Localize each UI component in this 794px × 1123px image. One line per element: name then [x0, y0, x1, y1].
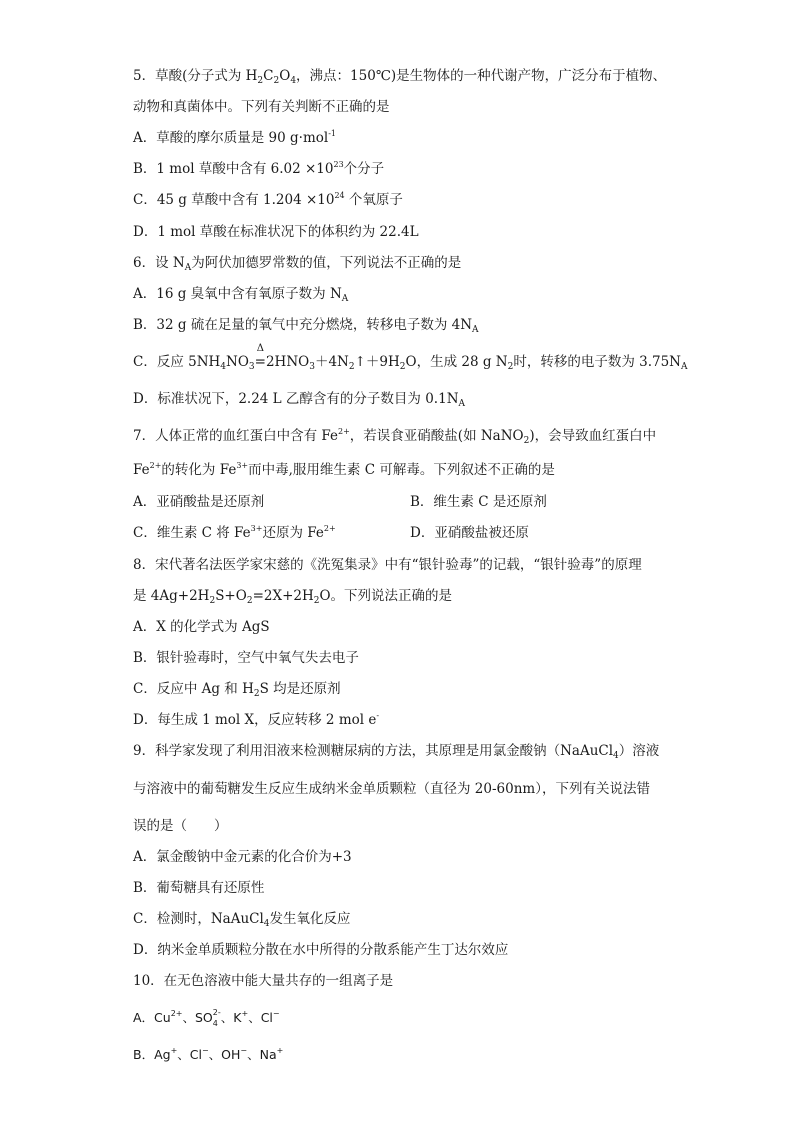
q10-option-a: A．$Cu^{2+}$、SO 2- 4 、K+、Cl−: [133, 1008, 280, 1028]
q10-stem: 10．在无色溶液中能大量共存的一组离子是: [133, 973, 394, 989]
q9-option-c: C．检测时，NaAuCl$_4$发生氧化反应: [133, 911, 351, 929]
q6-option-c: C．反应 $5NH_4NO_3$ Δ $=2HNO_3+4N_2↑+9H_2O$，生成 28 g $N_2$时，转移的电子数为 $3.75N_A$: [133, 343, 688, 372]
q7-stem-line2: $Fe^{2+}$的转化为 $Fe^{3+}$而中毒,服用维生素 C 可解毒。下列叙述不正确的是: [133, 461, 555, 478]
q9-option-a: A．氯金酸钠中金元素的化合价为+3: [133, 849, 352, 865]
q8-option-d: D．每生成 1 mol X，反应转移 2 mol e-: [133, 711, 380, 728]
q6-option-b: B．32 g 硫在足量的氧气中充分燃烧，转移电子数为 $4N_A$: [133, 317, 479, 335]
q9-stem-line2: 与溶液中的葡萄糖发生反应生成纳米金单质颗粒（直径为 20-60nm），下列有关说法错: [133, 781, 650, 797]
q8-option-b: B．银针验毒时，空气中氧气失去电子: [133, 650, 359, 666]
q7-option-a: A．亚硝酸盐是还原剂: [133, 494, 265, 510]
q8-stem-line1: 8．宋代著名法医学家宋慈的《洗冤集录》中有“银针验毒”的记载，“银针验毒”的原理: [133, 557, 642, 573]
q9-stem-line1: 9．科学家发现了利用泪液来检测糖尿病的方法，其原理是用氯金酸钠（NaAuCl$_4$）溶液: [133, 743, 660, 761]
q9-option-d: D．纳米金单质颗粒分散在水中所得的分散系能产生丁达尔效应: [133, 942, 509, 958]
q9-stem-line3: 误的是（ ）: [133, 818, 228, 834]
q6-stem: 6．设 $N_A$为阿伏加德罗常数的值，下列说法不正确的是: [133, 255, 462, 273]
q8-option-a: A．X 的化学式为 AgS: [133, 619, 270, 635]
q9-option-b: B．葡萄糖具有还原性: [133, 880, 265, 896]
q7-stem-line1: 7．人体正常的血红蛋白中含有 $Fe^{2+}$，若误食亚硝酸盐(如 NaNO$_2$)，会导致血红蛋白中: [133, 427, 657, 446]
q8-stem-line2: 是 $4Ag+2H_2S+O_2=2X+2H_2O$。下列说法正确的是: [133, 588, 453, 606]
q7-option-b: B．维生素 C 是还原剂: [410, 494, 547, 510]
q6-option-d: D．标准状况下，2.24 L 乙醇含有的分子数目为 $0.1N_A$: [133, 391, 466, 409]
q5-option-d: D．1 mol 草酸在标准状况下的体积约为 22.4L: [133, 224, 419, 240]
heat-condition-equals: Δ =: [254, 343, 266, 370]
q5-stem-line2: 动物和真菌体中。下列有关判断不正确的是: [133, 99, 390, 115]
q6-option-a: A．16 g 臭氧中含有氧原子数为 $N_A$: [133, 286, 349, 304]
q5-option-c: C．45 g 草酸中含有 $1.204 \times 10^{24}$ 个氧原子: [133, 191, 403, 208]
q7-option-c: C．维生素 C 将 $Fe^{3+}$还原为 $Fe^{2+}$: [133, 524, 336, 541]
q5-option-b: B．1 mol 草酸中含有 $6.02 \times 10^{23}$个分子: [133, 160, 385, 177]
q7-option-d: D．亚硝酸盐被还原: [410, 525, 529, 541]
q8-option-c: C．反应中 Ag 和 $H_2S$ 均是还原剂: [133, 681, 341, 699]
q10-option-b: B．Ag+、Cl−、OH−、Na+: [133, 1046, 284, 1062]
q5-option-a: A．草酸的摩尔质量是 90 g·mol$^{-1}$: [133, 129, 336, 146]
q5-stem-line1: 5．草酸(分子式为 $H_2C_2O_4$，沸点：150℃)是生物体的一种代谢产物，广泛分布于植物、: [133, 68, 667, 86]
